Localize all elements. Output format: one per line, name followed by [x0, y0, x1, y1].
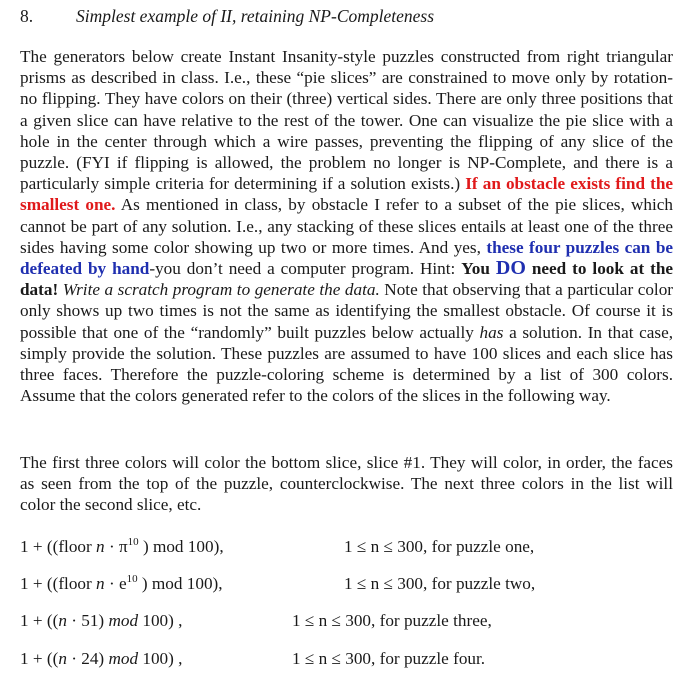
formula-4-mid: · 24) — [66, 649, 109, 668]
text-hint: -you don’t need a computer program. Hint: — [149, 259, 456, 279]
range-puzzle-two: 1 ≤ n ≤ 300, for puzzle two, — [344, 574, 536, 593]
formula-1-prefix: 1 + ((floor — [20, 537, 97, 556]
formula-2-prefix: 1 + ((floor — [20, 574, 97, 593]
formula-3-mod: mod — [108, 611, 139, 630]
formula-3-mid: · 51) — [66, 611, 109, 630]
formula-puzzle-four — [20, 649, 182, 669]
hint-you: You — [461, 259, 490, 279]
formula-4-suffix: 100) , — [138, 649, 183, 668]
formula-3-suffix: 100) , — [138, 611, 183, 630]
text-coloring-scheme: a solution. In that case, simply provide the solution. These puzzles are assumed to have 100 slices and each slice has three faces. Therefore the puzzle-coloring scheme is determined by a list of 300 colors. Assume that the colors generated refer to the colors of the slices in the following way. — [20, 322, 674, 406]
text-solution-note: Note that observing that a particular color only shows up two times is not the same as identifying the smallest obstacle. Of course it is possible that one of the “randomly” built puzzles below actually — [20, 280, 674, 342]
problem-heading — [20, 6, 434, 27]
formula-4-var: n — [58, 649, 67, 668]
formula-4-prefix: 1 + (( — [20, 649, 59, 668]
text-intro: The generators below create Instant Insanity-style puzzles constructed from right triangular prisms as described in class. I.e., these “pie slices” are constrained to move only by rotation-no flipping. They have colors on their (three) vertical sides. There are only three positions that a given slice can have relative to the rest of the tower. One can visualize the pie slice with a hole in the center through which a wire passes, preventing the flipping of any slice of the puzzle. (FYI if flipping is allowed, the problem no longer is NP-Complete, and there is a particularly simple criteria for determining if a solution exists.) — [20, 47, 673, 194]
range-puzzle-three: 1 ≤ n ≤ 300, for puzzle three, — [292, 611, 492, 630]
by-hand-note: these four puzzles can be defeated by hand — [20, 237, 674, 279]
problem-title: Simplest example of II, retaining NP-Completeness — [76, 6, 435, 26]
formula-1-var: n — [96, 537, 105, 556]
formula-2-base: · e — [104, 574, 127, 593]
formula-2-suffix: ) mod 100), — [137, 574, 223, 593]
formula-3-prefix: 1 + (( — [20, 611, 59, 630]
obstacle-instruction: If an obstacle exists find the smallest one. — [20, 174, 674, 215]
instructions-paragraph — [20, 46, 673, 406]
scratch-program-note: Write a scratch program to generate the data. — [62, 280, 380, 300]
range-puzzle-one: 1 ≤ n ≤ 300, for puzzle one, — [344, 537, 535, 556]
hint-rest: need to look at the data! — [20, 259, 674, 300]
formula-puzzle-three — [20, 611, 182, 631]
formula-2-var: n — [96, 574, 105, 593]
range-puzzle-four: 1 ≤ n ≤ 300, for puzzle four. — [292, 649, 486, 668]
formula-puzzle-two — [20, 574, 223, 594]
formula-4-mod: mod — [108, 649, 139, 668]
formula-1-exponent: 10 — [127, 536, 139, 548]
formula-2-exponent: 10 — [126, 573, 138, 585]
formula-puzzle-one — [20, 537, 224, 557]
coloring-order-paragraph: The first three colors will color the bottom slice, slice #1. They will color, in order, the faces as seen from the top of the puzzle, counterclockwise. The next three colors in the list will color the second slice, etc. — [20, 453, 673, 515]
text-has: has — [479, 322, 504, 342]
text-obstacle-def: As mentioned in class, by obstacle I refer to a subset of the pie slices, which cannot be part of any solution. I.e., any stacking of these slices entails at least one of the three sides having some color showing up two or more times. And yes, — [20, 195, 673, 257]
formula-1-base: · π — [104, 537, 128, 556]
formula-1-suffix: ) mod 100), — [138, 537, 224, 556]
hint-do: DO — [495, 257, 526, 280]
formula-3-var: n — [58, 611, 67, 630]
problem-number: 8. — [20, 6, 34, 26]
